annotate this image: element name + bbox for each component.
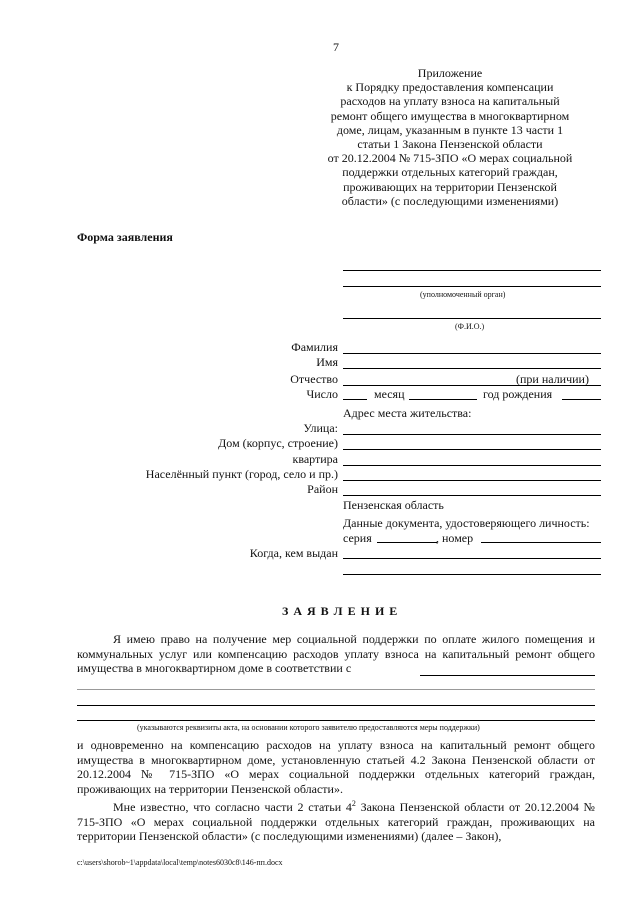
statement-paragraph-2: и одновременно на компенсацию расходов на уплату взноса на капитальный ремонт общего имущества в многоквартирном доме, установленную статьей 4.2 Закона Пензенской области от 20.12.2004 № 715-ЗПО «О мерах социальной поддержки отдельных категорий граждан, проживающих на территории Пензенской области».: [77, 738, 595, 796]
appendix-line: от 20.12.2004 № 715-ЗПО «О мерах социальной: [327, 151, 573, 166]
fio-caption: (Ф.И.О.): [455, 322, 485, 331]
patronymic-label: Отчество: [290, 372, 338, 386]
day-field[interactable]: [343, 399, 367, 400]
series-field[interactable]: [377, 542, 437, 543]
legal-act-field-1[interactable]: [77, 689, 595, 690]
statement-title: З А Я В Л Е Н И Е: [282, 604, 399, 618]
legal-act-field-3[interactable]: [77, 720, 595, 721]
apartment-field[interactable]: [343, 465, 601, 466]
street-field[interactable]: [343, 434, 601, 435]
appendix-line: Приложение: [417, 66, 483, 80]
issued-by-label: Когда, кем выдан: [249, 546, 338, 560]
legal-act-field-2[interactable]: [77, 705, 595, 706]
appendix-block: [300, 66, 600, 208]
appendix-line: поддержки отдельных категорий граждан,: [342, 165, 558, 180]
document-heading: Данные документа, удостоверяющего личность:: [343, 516, 590, 530]
statement-paragraph-1: [77, 632, 595, 676]
issued-by-field-2[interactable]: [343, 574, 601, 575]
patronymic-note: (при наличии): [516, 372, 589, 386]
street-label: Улица:: [303, 421, 338, 435]
paragraph-3-superscript: 2: [351, 799, 356, 808]
settlement-field[interactable]: [343, 480, 601, 481]
series-label: серия: [343, 531, 372, 545]
birth-year-field[interactable]: [562, 399, 601, 400]
page-number: 7: [333, 40, 339, 54]
paragraph-3-start: Мне известно, что согласно части 2 статьи 4: [113, 800, 352, 814]
organ-field-line-1[interactable]: [343, 270, 601, 271]
surname-field[interactable]: [343, 353, 601, 354]
paragraph-1-text: Я имею право на получение мер социальной поддержки по оплате жилого помещения и коммунальных услуг или компенсацию расходов уплату взноса на капитальный ремонт общего имущества в многоквартирном доме в соответствии с: [77, 632, 595, 675]
name-label: Имя: [316, 355, 338, 369]
house-label: Дом (корпус, строение): [218, 436, 338, 450]
apartment-label: квартира: [292, 452, 338, 466]
number-label: , номер: [436, 531, 474, 545]
statement-paragraph-3: [77, 797, 595, 844]
region-value: Пензенская область: [343, 498, 444, 512]
month-field[interactable]: [409, 399, 477, 400]
number-field[interactable]: [481, 542, 601, 543]
birth-year-label: год рождения: [483, 387, 553, 401]
settlement-label: Населённый пункт (город, село и пр.): [145, 467, 338, 481]
issued-by-field-1[interactable]: [343, 558, 601, 559]
fio-field-line[interactable]: [343, 318, 601, 319]
house-field[interactable]: [343, 449, 601, 450]
appendix-line: ремонт общего имущества в многоквартирном: [330, 108, 570, 123]
appendix-line: статьи 1 Закона Пензенской области: [357, 137, 543, 152]
district-field[interactable]: [343, 495, 601, 496]
footer-file-path: c:\users\shorob~1\appdata\local\temp\notes6030c8\146-пп.docx: [77, 858, 283, 867]
appendix-line: доме, лицам, указанным в пункте 13 части 1: [336, 122, 564, 137]
name-field[interactable]: [343, 368, 601, 369]
month-label: месяц: [374, 387, 405, 401]
paragraph-3-rest: Закона Пензенской области от 20.12.2004 № 715-ЗПО «О мерах социальной поддержки отдельных категорий граждан, проживающих на территории Пензенской области» (с последующими изменениями) (далее – Закон),: [77, 800, 596, 843]
appendix-line: к Порядку предоставления компенсации: [346, 80, 554, 95]
patronymic-field[interactable]: [343, 385, 601, 386]
surname-label: Фамилия: [291, 340, 338, 354]
legal-act-field-inline[interactable]: [420, 675, 595, 676]
organ-field-line-2[interactable]: [343, 286, 601, 287]
legal-act-caption: (указываются реквизиты акта, на основании которого заявителю предоставляются меры поддержки): [137, 723, 480, 732]
date-label: Число: [306, 387, 338, 401]
appendix-line: расходов на уплату взноса на капитальный: [340, 94, 560, 109]
form-title: Форма заявления: [77, 230, 173, 244]
appendix-line: проживающих на территории Пензенской: [343, 179, 557, 194]
district-label: Район: [307, 482, 338, 496]
address-heading: Адрес места жительства:: [343, 406, 472, 420]
appendix-line: области» (с последующими изменениями): [341, 193, 559, 208]
organ-caption: (уполномоченный орган): [420, 290, 506, 299]
